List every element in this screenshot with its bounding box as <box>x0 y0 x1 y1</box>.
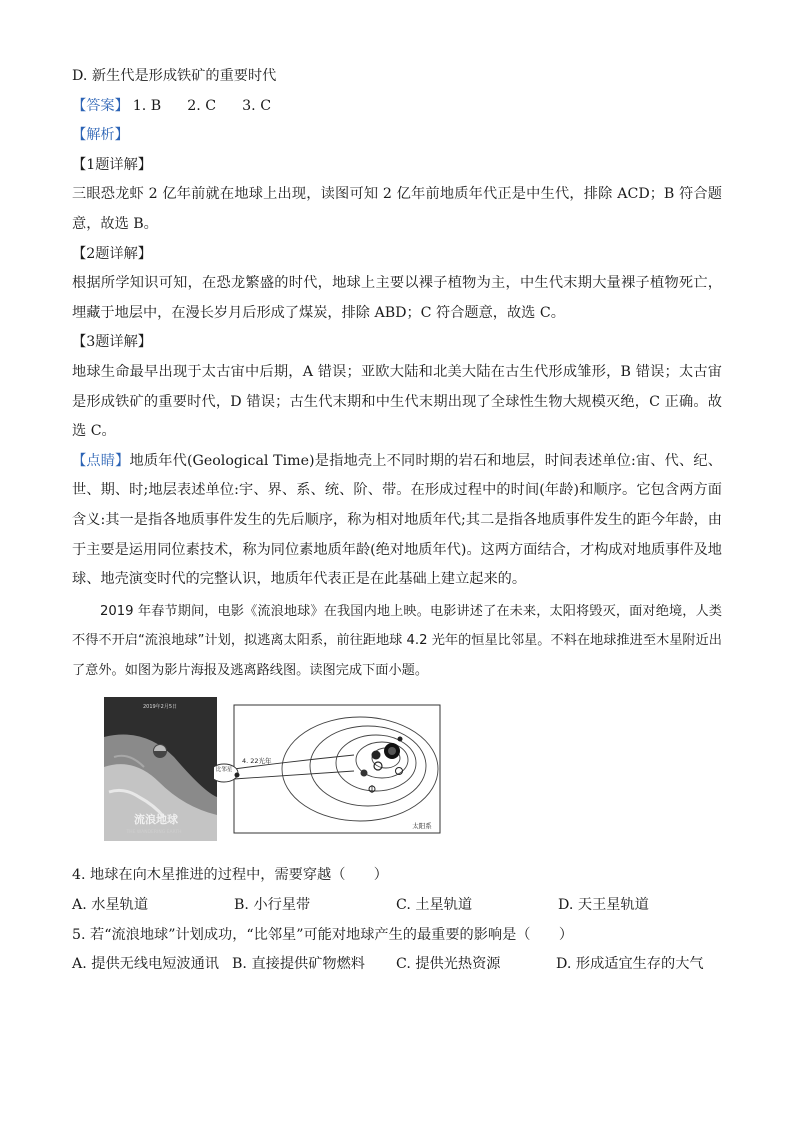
escape-route-diagram <box>214 703 442 835</box>
answer-values <box>133 98 297 114</box>
poster-subtitle: THE WANDERING EARTH <box>126 830 182 836</box>
note-text: 地质年代(Geological Time)是指地壳上不同时期的岩石和地层，时间表述单位:宙、代、纪、世、期、时;地层表述单位:宇、界、系、统、阶、带。在形成过程中的时间(年龄)和顺序。它包含两方面含义:其一是指各地质事件发生的先后顺序，称为相对地质年代;其二是指各地质事件发生的距今年龄，由于主要是运用同位素技术，称为同位素地质年龄(绝对地质年代)。这两方面结合，才构成对地质事件及地球、地壳演变时代的完整认识，地质年代表正是在此基础上建立起来的。 <box>72 452 722 588</box>
q4-option-b[interactable]: B. 小行星带 <box>234 897 311 914</box>
q1-tag: 【1题详解】 <box>72 156 152 173</box>
answer-3: 3. C <box>242 97 272 114</box>
q5-stem: 5. 若“流浪地球”计划成功，“比邻星”可能对地球产生的最重要的影响是（ ） <box>72 926 574 943</box>
distance-label: 4. 22光年 <box>242 757 272 766</box>
reading-passage: 2019 年春节期间，电影《流浪地球》在我国内地上映。电影讲述了在未来，太阳将毁灭，面对绝境，人类不得不开启“流浪地球”计划，拟逃离太阳系，前往距地球 4.2 光年的恒星比邻星。不料在地球推进至木星附近出了意外。如图为影片海报及逃离路线图。读图完成下面小题。 <box>72 603 722 678</box>
q2-tag: 【2题详解】 <box>72 245 152 262</box>
q3-tag: 【3题详解】 <box>72 334 152 351</box>
q5-option-b[interactable]: B. 直接提供矿物燃料 <box>232 956 365 973</box>
note-paragraph <box>72 447 722 595</box>
answer-tag: 【答案】 <box>72 97 129 114</box>
document-page <box>72 62 722 980</box>
answer-line <box>72 92 722 122</box>
poster-title: 流浪地球 <box>134 813 178 827</box>
note-tag: 【点睛】 <box>72 452 130 469</box>
figure <box>72 693 722 853</box>
solar-system-label: 太阳系 <box>412 822 432 831</box>
q4-stem: 4. 地球在向木星推进的过程中，需要穿越（ ） <box>72 867 388 884</box>
analysis-tag: 【解析】 <box>72 127 129 144</box>
q1-explanation: 三眼恐龙虾 2 亿年前就在地球上出现，读图可知 2 亿年前地质年代正是中生代，排除 ACD；B 符合题意，故选 B。 <box>72 186 722 232</box>
q3-explanation: 地球生命最早出现于太古宙中后期，A 错误；亚欧大陆和北美大陆在古生代形成雏形，B 错误；太古宙是形成铁矿的重要时代，D 错误；古生代末期和中生代末期出现了全球性生物大规模灭绝，C 正确。故选 C。 <box>72 363 722 440</box>
q4-option-a[interactable]: A. 水星轨道 <box>72 897 149 914</box>
q4-options <box>72 891 722 921</box>
q5-option-c[interactable]: C. 提供光热资源 <box>396 956 501 973</box>
answer-2: 2. C <box>187 97 217 114</box>
movie-poster <box>104 697 217 841</box>
q5-option-d[interactable]: D. 形成适宜生存的大气 <box>556 956 704 973</box>
q2-explanation: 根据所学知识可知，在恐龙繁盛的时代，地球上主要以裸子植物为主，中生代末期大量裸子植物死亡，埋藏于地层中，在漫长岁月后形成了煤炭，排除 ABD；C 符合题意，故选 C。 <box>72 275 722 321</box>
proxima-label: 比邻星 <box>215 767 233 774</box>
q4-option-d[interactable]: D. 天王星轨道 <box>558 897 649 914</box>
answer-1: 1. B <box>132 97 162 114</box>
q4-option-c[interactable]: C. 土星轨道 <box>396 897 473 914</box>
q5-options <box>72 950 722 980</box>
option-d-previous: D. 新生代是形成铁矿的重要时代 <box>72 68 277 84</box>
q5-option-a[interactable]: A. 提供无线电短波通讯 <box>72 956 219 973</box>
poster-top-text: 2019年2月5日 <box>142 704 178 711</box>
